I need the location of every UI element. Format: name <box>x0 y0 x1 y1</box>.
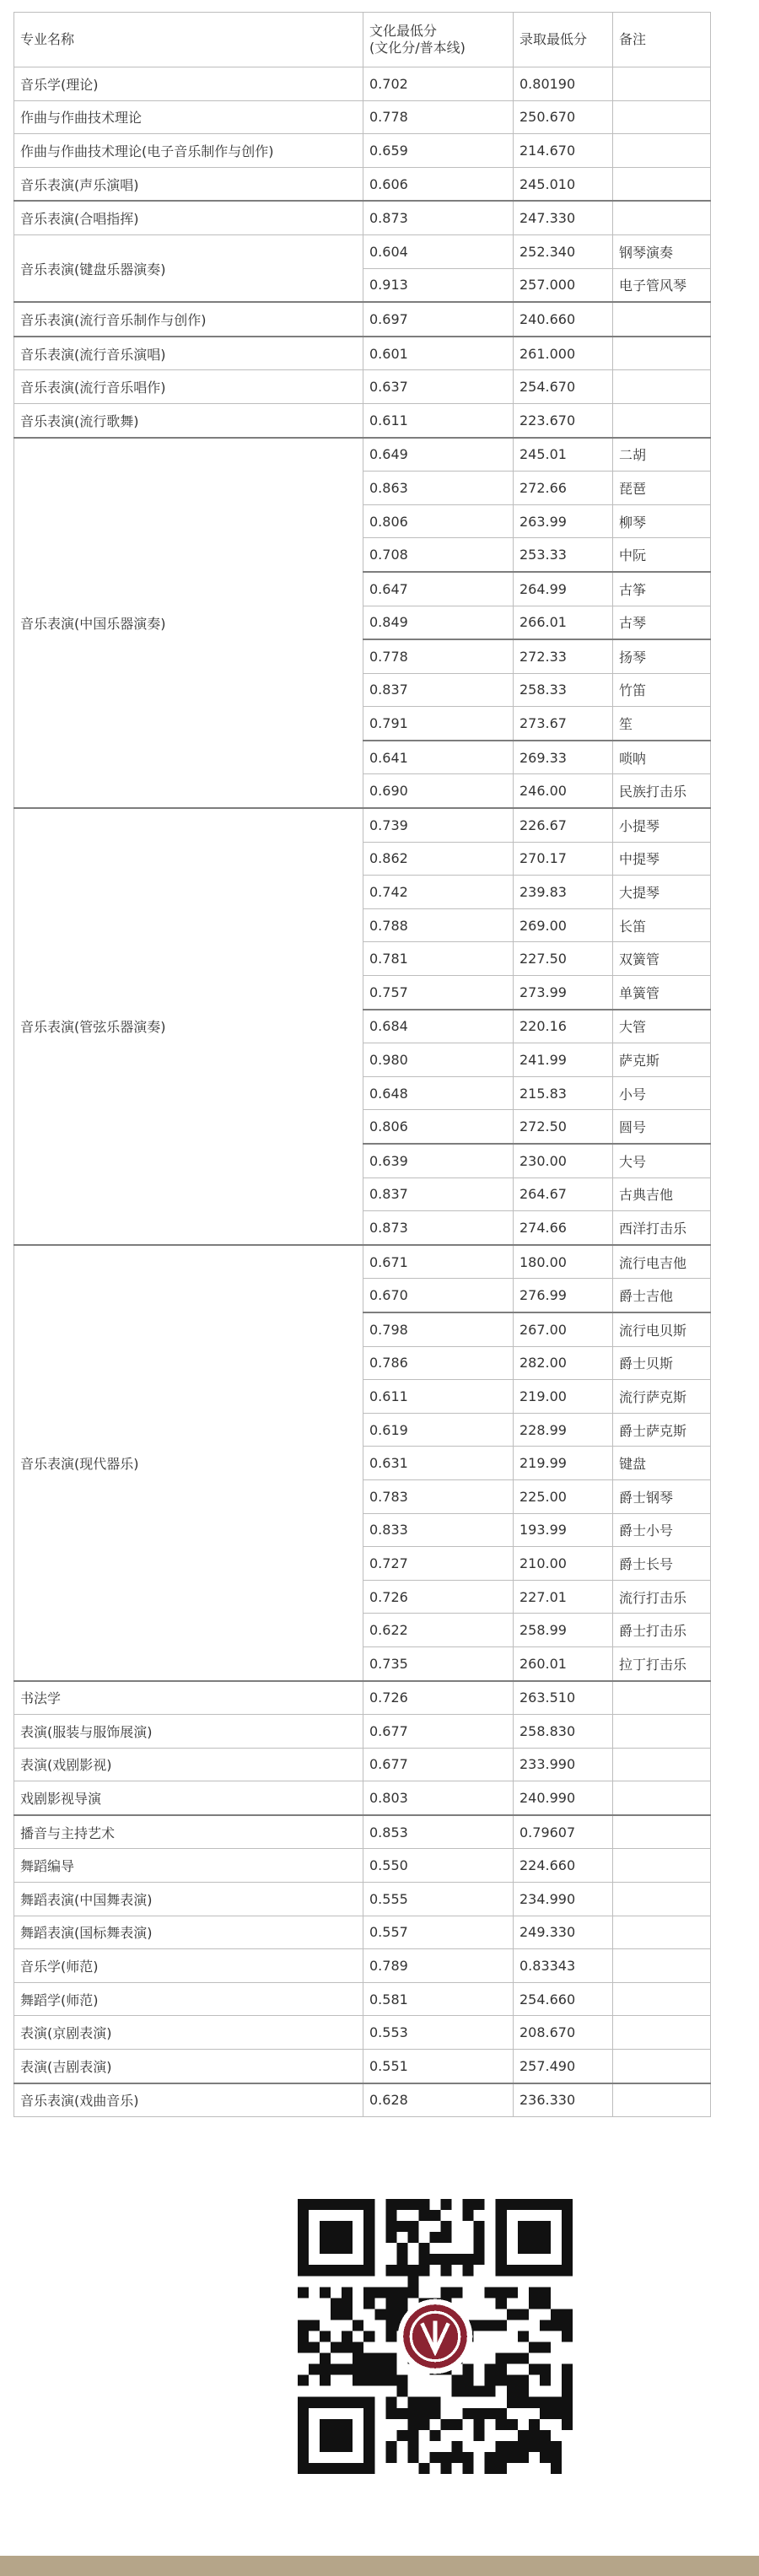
note-cell <box>613 403 711 437</box>
culture-score-cell: 0.803 <box>363 1781 514 1815</box>
culture-score-cell: 0.980 <box>363 1043 514 1077</box>
culture-score-cell: 0.555 <box>363 1883 514 1916</box>
note-cell: 拉丁打击乐 <box>613 1646 711 1680</box>
culture-score-cell: 0.778 <box>363 639 514 673</box>
table-row <box>14 1715 711 1749</box>
note-cell: 圆号 <box>613 1110 711 1144</box>
admit-score-cell: 214.670 <box>514 134 613 168</box>
note-cell: 古筝 <box>613 572 711 606</box>
note-cell: 长笛 <box>613 908 711 942</box>
header-culture-min <box>363 13 514 67</box>
admit-score-cell: 250.670 <box>514 100 613 134</box>
note-cell: 中阮 <box>613 538 711 572</box>
table-row <box>14 1815 711 1849</box>
note-cell <box>613 67 711 101</box>
culture-score-cell: 0.611 <box>363 403 514 437</box>
major-name-cell: 音乐表演(流行音乐唱作) <box>14 370 363 404</box>
major-name-cell: 舞蹈表演(国标舞表演) <box>14 1916 363 1949</box>
note-cell <box>613 2083 711 2117</box>
culture-score-cell: 0.781 <box>363 942 514 976</box>
admit-score-cell: 240.660 <box>514 302 613 337</box>
major-name-cell: 音乐表演(中国乐器演奏) <box>14 438 363 809</box>
admit-score-cell: 273.99 <box>514 976 613 1010</box>
note-cell: 古琴 <box>613 606 711 639</box>
admit-score-cell: 210.00 <box>514 1547 613 1581</box>
admit-score-cell: 269.33 <box>514 741 613 774</box>
admit-score-cell: 220.16 <box>514 1010 613 1043</box>
culture-score-cell: 0.670 <box>363 1279 514 1312</box>
table-row <box>14 201 711 234</box>
admit-score-cell: 228.99 <box>514 1413 613 1447</box>
culture-score-cell: 0.697 <box>363 302 514 337</box>
culture-score-cell: 0.611 <box>363 1380 514 1414</box>
major-name-cell: 音乐表演(流行歌舞) <box>14 403 363 437</box>
major-name-cell: 舞蹈学(师范) <box>14 1982 363 2016</box>
table-row <box>14 337 711 370</box>
admit-score-cell: 260.01 <box>514 1646 613 1680</box>
note-cell: 流行打击乐 <box>613 1580 711 1614</box>
culture-score-cell: 0.677 <box>363 1715 514 1749</box>
note-cell <box>613 201 711 234</box>
note-cell: 萨克斯 <box>613 1043 711 1077</box>
culture-score-cell: 0.551 <box>363 2050 514 2083</box>
table-row <box>14 1781 711 1815</box>
culture-score-cell: 0.622 <box>363 1614 514 1647</box>
admit-score-cell: 269.00 <box>514 908 613 942</box>
culture-score-cell: 0.557 <box>363 1916 514 1949</box>
note-cell: 钢琴演奏 <box>613 234 711 268</box>
note-cell <box>613 2016 711 2050</box>
culture-score-cell: 0.639 <box>363 1144 514 1178</box>
note-cell: 大提琴 <box>613 876 711 909</box>
admit-score-cell: 245.01 <box>514 438 613 472</box>
culture-score-cell: 0.637 <box>363 370 514 404</box>
admit-score-cell: 239.83 <box>514 876 613 909</box>
admit-score-cell: 227.50 <box>514 942 613 976</box>
note-cell: 唢呐 <box>613 741 711 774</box>
note-cell <box>613 1916 711 1949</box>
note-cell: 爵士吉他 <box>613 1279 711 1312</box>
table-row <box>14 134 711 168</box>
note-cell <box>613 1681 711 1715</box>
culture-score-cell: 0.863 <box>363 472 514 505</box>
table-row <box>14 2016 711 2050</box>
culture-score-cell: 0.862 <box>363 842 514 876</box>
note-cell: 爵士长号 <box>613 1547 711 1581</box>
culture-score-cell: 0.677 <box>363 1748 514 1781</box>
admit-score-cell: 252.340 <box>514 234 613 268</box>
admit-score-cell: 223.670 <box>514 403 613 437</box>
culture-score-cell: 0.873 <box>363 201 514 234</box>
table-row <box>14 1949 711 1983</box>
note-cell: 流行萨克斯 <box>613 1380 711 1414</box>
culture-score-cell: 0.757 <box>363 976 514 1010</box>
note-cell <box>613 370 711 404</box>
culture-score-cell: 0.628 <box>363 2083 514 2117</box>
admit-score-cell: 267.00 <box>514 1312 613 1346</box>
table-row <box>14 100 711 134</box>
major-name-cell: 作曲与作曲技术理论(电子音乐制作与创作) <box>14 134 363 168</box>
header-admit-min: 录取最低分 <box>514 13 613 67</box>
note-cell <box>613 1781 711 1815</box>
culture-score-cell: 0.649 <box>363 438 514 472</box>
note-cell: 柳琴 <box>613 504 711 538</box>
table-row <box>14 302 711 337</box>
admit-score-cell: 273.67 <box>514 707 613 741</box>
table-row <box>14 1245 711 1279</box>
note-cell <box>613 1748 711 1781</box>
culture-score-cell: 0.806 <box>363 1110 514 1144</box>
admit-score-cell: 274.66 <box>514 1211 613 1245</box>
note-cell: 大管 <box>613 1010 711 1043</box>
note-cell <box>613 1849 711 1883</box>
culture-score-cell: 0.783 <box>363 1479 514 1513</box>
culture-score-cell: 0.684 <box>363 1010 514 1043</box>
major-name-cell: 音乐学(师范) <box>14 1949 363 1983</box>
header-major-name: 专业名称 <box>14 13 363 67</box>
admit-score-cell: 258.830 <box>514 1715 613 1749</box>
culture-score-cell: 0.849 <box>363 606 514 639</box>
major-name-cell: 表演(戏剧影视) <box>14 1748 363 1781</box>
table-row <box>14 1982 711 2016</box>
major-name-cell: 音乐表演(流行音乐制作与创作) <box>14 302 363 337</box>
table-row <box>14 438 711 472</box>
admit-score-cell: 249.330 <box>514 1916 613 1949</box>
note-cell: 电子管风琴 <box>613 268 711 302</box>
major-name-cell: 表演(吉剧表演) <box>14 2050 363 2083</box>
culture-score-cell: 0.648 <box>363 1076 514 1110</box>
culture-score-cell: 0.739 <box>363 808 514 842</box>
admit-score-cell: 219.00 <box>514 1380 613 1414</box>
culture-score-cell: 0.702 <box>363 67 514 101</box>
admit-score-cell: 264.99 <box>514 572 613 606</box>
major-name-cell: 音乐表演(戏曲音乐) <box>14 2083 363 2117</box>
culture-score-cell: 0.690 <box>363 774 514 808</box>
note-cell <box>613 134 711 168</box>
admit-score-cell: 261.000 <box>514 337 613 370</box>
culture-score-cell: 0.708 <box>363 538 514 572</box>
header-culture-line2: (文化分/普本线) <box>369 40 466 56</box>
admit-score-cell: 215.83 <box>514 1076 613 1110</box>
table-row <box>14 370 711 404</box>
admit-score-cell: 272.33 <box>514 639 613 673</box>
table-header-row <box>14 13 711 67</box>
culture-score-cell: 0.778 <box>363 100 514 134</box>
note-cell: 单簧管 <box>613 976 711 1010</box>
culture-score-cell: 0.735 <box>363 1646 514 1680</box>
table-row <box>14 67 711 101</box>
admit-score-cell: 254.670 <box>514 370 613 404</box>
admit-score-cell: 266.01 <box>514 606 613 639</box>
note-cell: 爵士钢琴 <box>613 1479 711 1513</box>
culture-score-cell: 0.553 <box>363 2016 514 2050</box>
note-cell: 爵士打击乐 <box>613 1614 711 1647</box>
qr-code-icon <box>298 2199 573 2474</box>
culture-score-cell: 0.726 <box>363 1681 514 1715</box>
culture-score-cell: 0.798 <box>363 1312 514 1346</box>
major-name-cell: 表演(服装与服饰展演) <box>14 1715 363 1749</box>
major-name-cell: 音乐表演(键盘乐器演奏) <box>14 234 363 302</box>
note-cell: 西洋打击乐 <box>613 1211 711 1245</box>
note-cell: 爵士小号 <box>613 1513 711 1547</box>
admit-score-cell: 264.67 <box>514 1178 613 1211</box>
admit-score-cell: 270.17 <box>514 842 613 876</box>
note-cell: 竹笛 <box>613 673 711 707</box>
culture-score-cell: 0.641 <box>363 741 514 774</box>
admit-score-cell: 263.510 <box>514 1681 613 1715</box>
note-cell: 古典吉他 <box>613 1178 711 1211</box>
major-name-cell: 书法学 <box>14 1681 363 1715</box>
major-name-cell: 音乐表演(流行音乐演唱) <box>14 337 363 370</box>
culture-score-cell: 0.853 <box>363 1815 514 1849</box>
admit-score-cell: 272.50 <box>514 1110 613 1144</box>
culture-score-cell: 0.647 <box>363 572 514 606</box>
admit-score-cell: 230.00 <box>514 1144 613 1178</box>
admit-score-cell: 258.99 <box>514 1614 613 1647</box>
admit-score-cell: 233.990 <box>514 1748 613 1781</box>
culture-score-cell: 0.659 <box>363 134 514 168</box>
table-row <box>14 1916 711 1949</box>
table-row <box>14 2050 711 2083</box>
admit-score-cell: 236.330 <box>514 2083 613 2117</box>
major-name-cell: 音乐表演(声乐演唱) <box>14 167 363 201</box>
major-name-cell: 作曲与作曲技术理论 <box>14 100 363 134</box>
admit-score-cell: 0.79607 <box>514 1815 613 1849</box>
culture-score-cell: 0.727 <box>363 1547 514 1581</box>
note-cell: 流行电吉他 <box>613 1245 711 1279</box>
admit-score-cell: 247.330 <box>514 201 613 234</box>
note-cell: 小提琴 <box>613 808 711 842</box>
note-cell: 扬琴 <box>613 639 711 673</box>
note-cell: 民族打击乐 <box>613 774 711 808</box>
culture-score-cell: 0.550 <box>363 1849 514 1883</box>
admit-score-cell: 257.490 <box>514 2050 613 2083</box>
admit-score-cell: 263.99 <box>514 504 613 538</box>
note-cell <box>613 1883 711 1916</box>
admit-score-cell: 246.00 <box>514 774 613 808</box>
major-name-cell: 音乐表演(现代器乐) <box>14 1245 363 1681</box>
culture-score-cell: 0.791 <box>363 707 514 741</box>
note-cell: 双簧管 <box>613 942 711 976</box>
admit-score-cell: 208.670 <box>514 2016 613 2050</box>
table-row <box>14 2083 711 2117</box>
note-cell: 键盘 <box>613 1447 711 1480</box>
table-row <box>14 1883 711 1916</box>
admit-score-cell: 180.00 <box>514 1245 613 1279</box>
culture-score-cell: 0.606 <box>363 167 514 201</box>
culture-score-cell: 0.837 <box>363 1178 514 1211</box>
table-row <box>14 1681 711 1715</box>
note-cell: 流行电贝斯 <box>613 1312 711 1346</box>
admit-score-cell: 227.01 <box>514 1580 613 1614</box>
admission-score-table <box>13 12 711 2117</box>
admit-score-cell: 282.00 <box>514 1346 613 1380</box>
note-cell: 小号 <box>613 1076 711 1110</box>
admit-score-cell: 245.010 <box>514 167 613 201</box>
major-name-cell: 表演(京剧表演) <box>14 2016 363 2050</box>
major-name-cell: 播音与主持艺术 <box>14 1815 363 1849</box>
note-cell: 中提琴 <box>613 842 711 876</box>
culture-score-cell: 0.806 <box>363 504 514 538</box>
note-cell: 爵士贝斯 <box>613 1346 711 1380</box>
admit-score-cell: 219.99 <box>514 1447 613 1480</box>
culture-score-cell: 0.604 <box>363 234 514 268</box>
admit-score-cell: 0.83343 <box>514 1949 613 1983</box>
admit-score-cell: 254.660 <box>514 1982 613 2016</box>
admit-score-cell: 241.99 <box>514 1043 613 1077</box>
culture-score-cell: 0.742 <box>363 876 514 909</box>
table-row <box>14 403 711 437</box>
admit-score-cell: 253.33 <box>514 538 613 572</box>
culture-score-cell: 0.788 <box>363 908 514 942</box>
admit-score-cell: 276.99 <box>514 1279 613 1312</box>
admit-score-cell: 225.00 <box>514 1479 613 1513</box>
note-cell <box>613 1949 711 1983</box>
note-cell: 爵士萨克斯 <box>613 1413 711 1447</box>
major-name-cell: 舞蹈编导 <box>14 1849 363 1883</box>
header-note: 备注 <box>613 13 711 67</box>
major-name-cell: 戏剧影视导演 <box>14 1781 363 1815</box>
page-footer-bar <box>0 2556 759 2576</box>
major-name-cell: 音乐表演(合唱指挥) <box>14 201 363 234</box>
note-cell <box>613 167 711 201</box>
admit-score-cell: 226.67 <box>514 808 613 842</box>
admit-score-cell: 224.660 <box>514 1849 613 1883</box>
note-cell <box>613 1815 711 1849</box>
major-name-cell: 舞蹈表演(中国舞表演) <box>14 1883 363 1916</box>
admit-score-cell: 193.99 <box>514 1513 613 1547</box>
culture-score-cell: 0.671 <box>363 1245 514 1279</box>
culture-score-cell: 0.789 <box>363 1949 514 1983</box>
admit-score-cell: 258.33 <box>514 673 613 707</box>
culture-score-cell: 0.873 <box>363 1211 514 1245</box>
note-cell <box>613 2050 711 2083</box>
table-row <box>14 234 711 268</box>
admit-score-cell: 272.66 <box>514 472 613 505</box>
header-culture-line1: 文化最低分 <box>369 23 438 39</box>
note-cell: 笙 <box>613 707 711 741</box>
note-cell <box>613 1982 711 2016</box>
note-cell <box>613 337 711 370</box>
note-cell <box>613 100 711 134</box>
table-row <box>14 1849 711 1883</box>
admit-score-cell: 257.000 <box>514 268 613 302</box>
culture-score-cell: 0.619 <box>363 1413 514 1447</box>
note-cell: 琵琶 <box>613 472 711 505</box>
culture-score-cell: 0.726 <box>363 1580 514 1614</box>
admit-score-cell: 234.990 <box>514 1883 613 1916</box>
table-row <box>14 1748 711 1781</box>
note-cell: 大号 <box>613 1144 711 1178</box>
note-cell: 二胡 <box>613 438 711 472</box>
table-row <box>14 167 711 201</box>
culture-score-cell: 0.837 <box>363 673 514 707</box>
culture-score-cell: 0.913 <box>363 268 514 302</box>
culture-score-cell: 0.833 <box>363 1513 514 1547</box>
note-cell <box>613 1715 711 1749</box>
table-body <box>14 67 711 2117</box>
major-name-cell: 音乐学(理论) <box>14 67 363 101</box>
admit-score-cell: 240.990 <box>514 1781 613 1815</box>
culture-score-cell: 0.601 <box>363 337 514 370</box>
culture-score-cell: 0.786 <box>363 1346 514 1380</box>
note-cell <box>613 302 711 337</box>
culture-score-cell: 0.581 <box>363 1982 514 2016</box>
culture-score-cell: 0.631 <box>363 1447 514 1480</box>
admit-score-cell: 0.80190 <box>514 67 613 101</box>
table-row <box>14 808 711 842</box>
major-name-cell: 音乐表演(管弦乐器演奏) <box>14 808 363 1245</box>
